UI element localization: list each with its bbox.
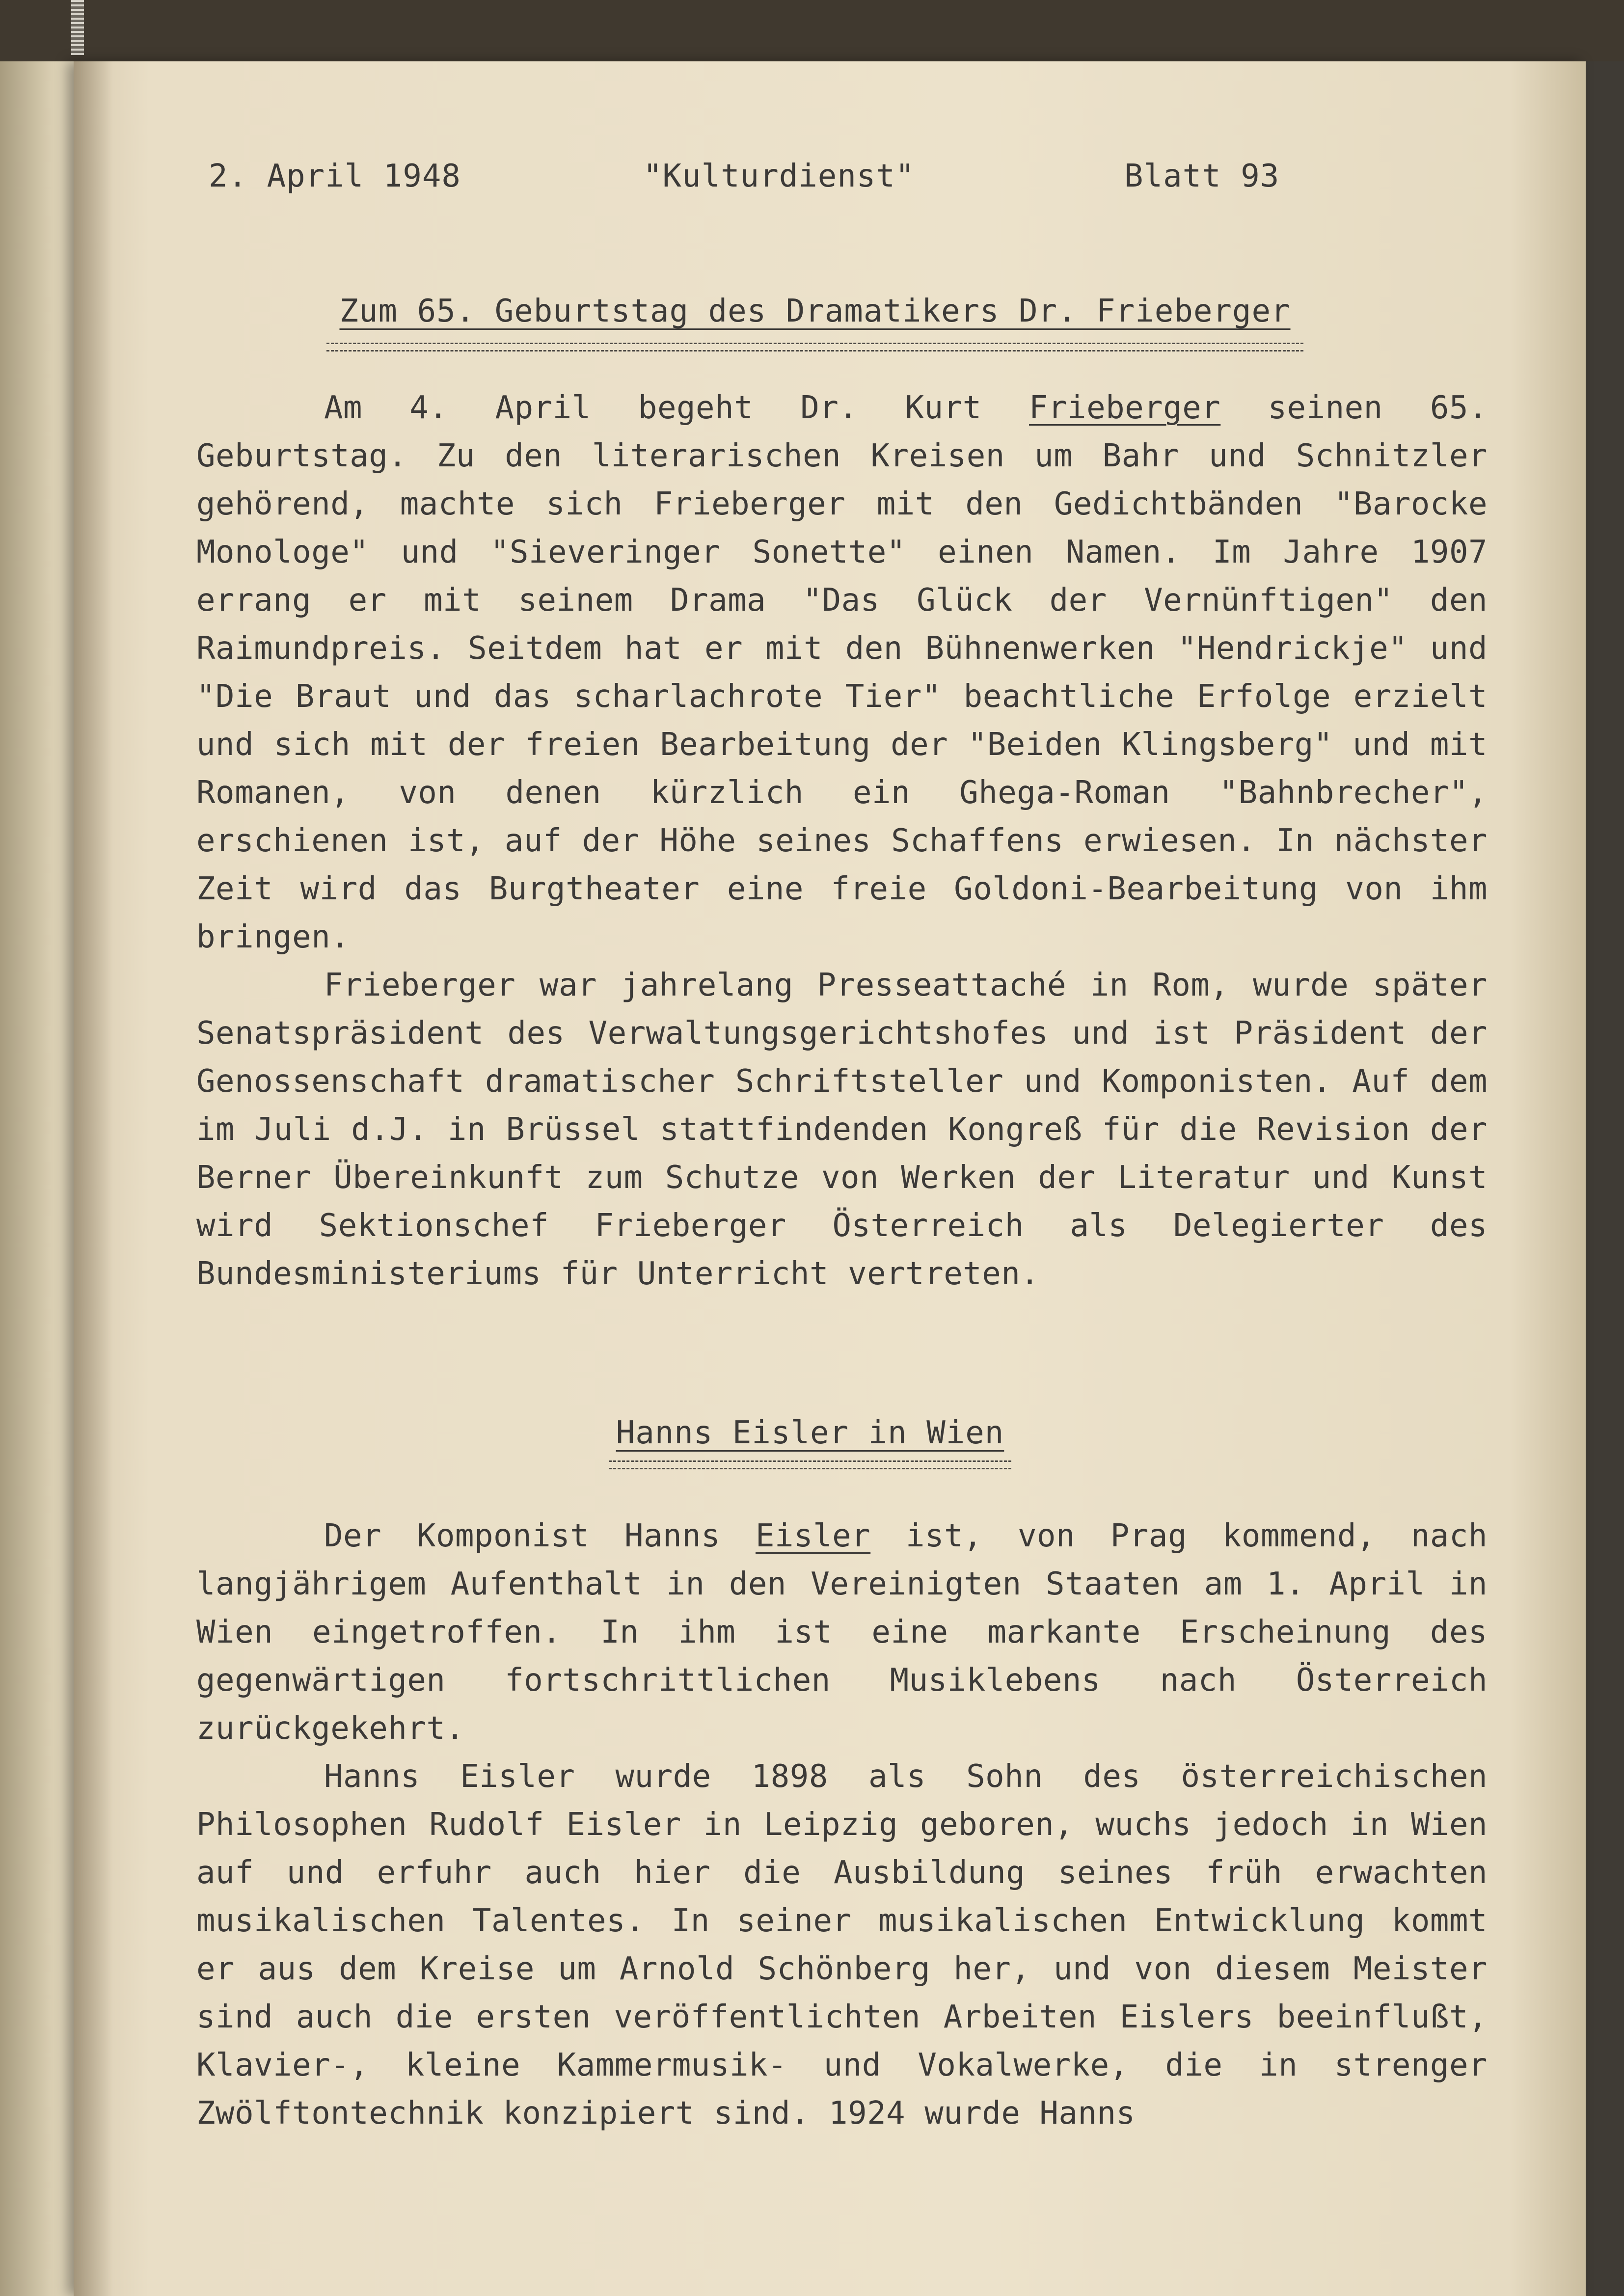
text-run: seinen 65. Geburtstag. Zu den literarischen Kreisen um Bahr und Schnitzler gehörend, machte sich Frieberger mit den Gedichtbänden "Barocke Monologe" und "Sieveringer Sonette" einen Namen. Im Jahre 1907 errang er mit seinem Drama "Das Glück der Vernünftigen" den Raimundpreis. Seitdem hat er mit den Bühnenwerken "Hendrickje" und "Die Braut und das scharlachrote Tier" beachtliche Erfolge erzielt und sich mit der freien Bearbeitung der "Beiden Klingsberg" und mit Romanen, von denen kürzlich ein Ghega-Roman "Bahnbrecher", erschienen ist, auf der Höhe seines Schaffens erwiesen. In nächster Zeit wird das Burgtheater eine freie Goldoni-Bearbeitung von ihm bringen. [196, 390, 1488, 955]
text-run: Am 4. April begeht Dr. Kurt [324, 390, 1029, 426]
header-sheet-number: Blatt 93 [1124, 158, 1280, 194]
underlined-name: Eisler [756, 1518, 871, 1554]
article-2-paragraph-2: Hanns Eisler wurde 1898 als Sohn des österreichischen Philosophen Rudolf Eisler in Leipzig geboren, wuchs jedoch in Wien auf und erfuhr auch hier die Ausbildung seines früh erwachten musikalischen Talentes. In seiner musikalischen Entwicklung kommt er aus dem Kreise um Arnold Schönberg her, und von diesem Meister sind auch die ersten veröffentlichten Arbeiten Eislers beeinflußt, Klavier-, kleine Kammermusik- und Vokalwerke, die in strenger Zwölftontechnik konzipiert sind. 1924 wurde Hanns [196, 1758, 1488, 2132]
scanner-background [0, 0, 1624, 61]
article-1-title: Zum 65. Geburtstag des Dramatikers Dr. Frieberger [339, 293, 1291, 329]
underlined-name: Frieberger [1029, 390, 1221, 426]
text-run: ist, von Prag kommend, nach langjährigem Aufenthalt in den Vereinigten Staaten am 1. April in Wien eingetroffen. In ihm ist eine markante Erscheinung des gegenwärtigen fortschrittlichen Musiklebens nach Österreich zurückgekehrt. [196, 1518, 1488, 1747]
text-run: Der Komponist Hanns [324, 1518, 756, 1554]
measurement-ruler [71, 0, 84, 55]
article-1-title-double-rule [326, 343, 1303, 351]
page-gutter-shadow [74, 61, 113, 2296]
article-2-title-double-rule [609, 1460, 1011, 1469]
header-date: 2. April 1948 [209, 158, 461, 194]
header-publication: "Kulturdienst" [643, 158, 915, 194]
article-2-body [196, 1512, 1488, 2137]
article-1-paragraph-1 [196, 384, 1488, 961]
article-1-body [196, 384, 1488, 1298]
article-2-title: Hanns Eisler in Wien [616, 1415, 1004, 1451]
article-2-paragraph-1 [196, 1512, 1488, 1753]
article-1-paragraph-2: Frieberger war jahrelang Presseattaché in Rom, wurde später Senatspräsident des Verwaltungsgerichtshofes und ist Präsident der Genossenschaft dramatischer Schriftsteller und Komponisten. Auf dem im Juli d.J. in Brüssel stattfindenden Kongreß für die Revision der Berner Übereinkunft zum Schutze von Werken der Literatur und Kunst wird Sektionschef Frieberger Österreich als Delegierter des Bundesministeriums für Unterricht vertreten. [196, 967, 1488, 1292]
